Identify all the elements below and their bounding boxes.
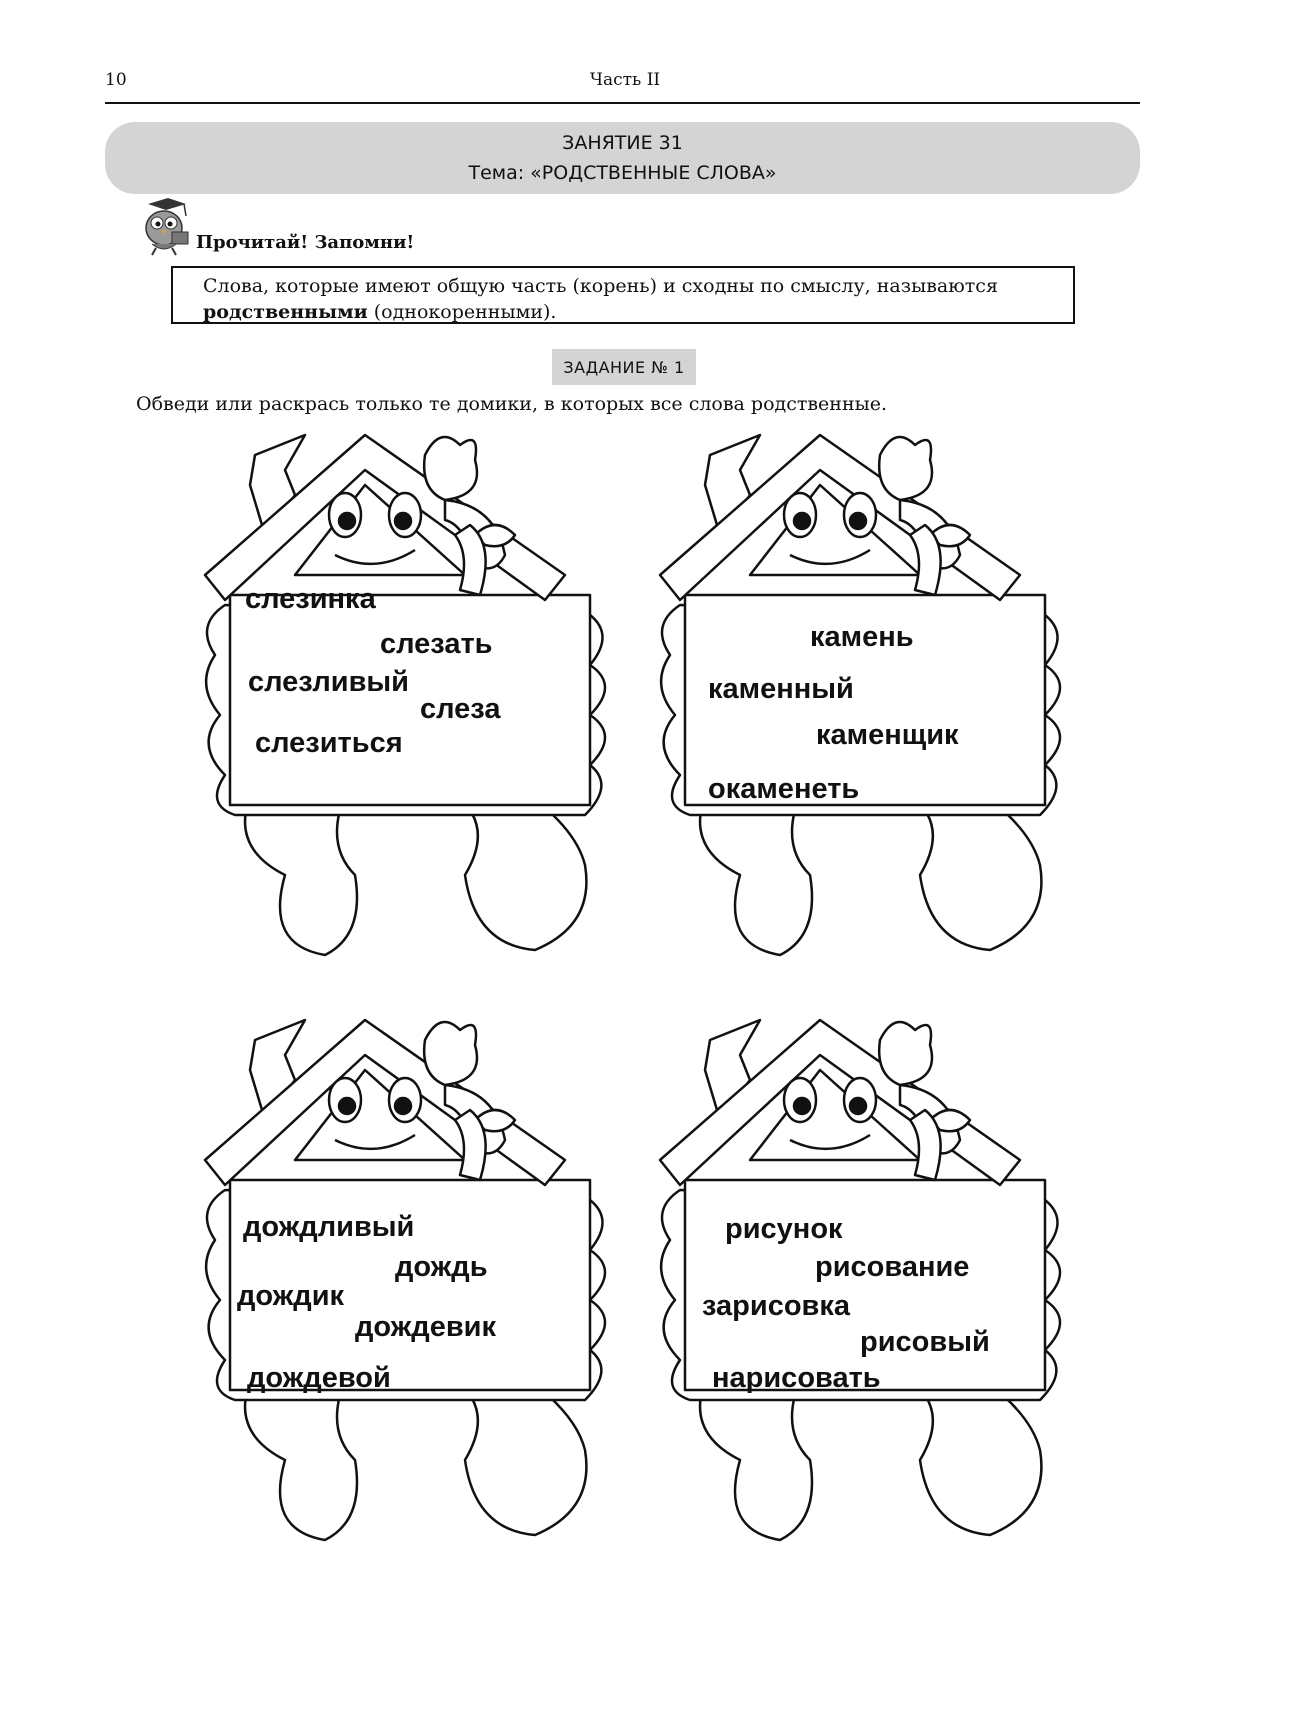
- lesson-banner: [105, 122, 1140, 194]
- word-item: рисование: [815, 1251, 970, 1283]
- word-item: слеза: [420, 693, 501, 725]
- owl-icon: [134, 198, 196, 256]
- rule-box: [171, 266, 1075, 324]
- house-drawing: [650, 425, 1080, 995]
- word-item: дождик: [237, 1280, 345, 1312]
- word-item: камень: [810, 621, 914, 653]
- word-item: дождливый: [243, 1211, 415, 1243]
- rule-term: родственными: [203, 301, 368, 323]
- task-tag: ЗАДАНИЕ № 1: [552, 349, 696, 385]
- rule-text-part: Слова, которые имеют общую часть (корень) и сходны по смыслу, называются: [203, 275, 998, 297]
- running-head: Часть II: [589, 70, 661, 90]
- word-house[interactable]: [195, 425, 625, 995]
- task-instruction: Обведи или раскрась только те домики, в которых все слова родственные.: [136, 393, 888, 415]
- word-house[interactable]: [195, 1010, 625, 1580]
- rule-text-part: (однокоренными).: [367, 301, 557, 323]
- read-remember-label: Прочитай! Запомни!: [196, 232, 415, 253]
- word-item: каменный: [708, 673, 854, 705]
- header-rule: [105, 102, 1140, 104]
- word-item: слезиться: [255, 727, 403, 759]
- word-item: слезливый: [248, 666, 410, 698]
- word-item: слезинка: [245, 583, 376, 615]
- word-item: дождевой: [247, 1362, 391, 1394]
- word-item: рисунок: [725, 1213, 843, 1245]
- word-house[interactable]: [650, 425, 1080, 995]
- house-drawing: [195, 425, 625, 995]
- word-item: зарисовка: [702, 1290, 851, 1322]
- word-item: рисовый: [860, 1326, 990, 1358]
- lesson-topic: Тема: «РОДСТВЕННЫЕ СЛОВА»: [468, 162, 777, 184]
- word-item: дождевик: [355, 1311, 497, 1343]
- lesson-number: ЗАНЯТИЕ 31: [562, 132, 683, 154]
- word-item: каменщик: [816, 719, 959, 751]
- word-item: слезать: [380, 628, 493, 660]
- word-item: нарисовать: [712, 1362, 881, 1394]
- word-item: дождь: [395, 1251, 488, 1283]
- word-item: окаменеть: [708, 773, 860, 805]
- page-number: 10: [105, 70, 127, 90]
- word-house[interactable]: [650, 1010, 1080, 1580]
